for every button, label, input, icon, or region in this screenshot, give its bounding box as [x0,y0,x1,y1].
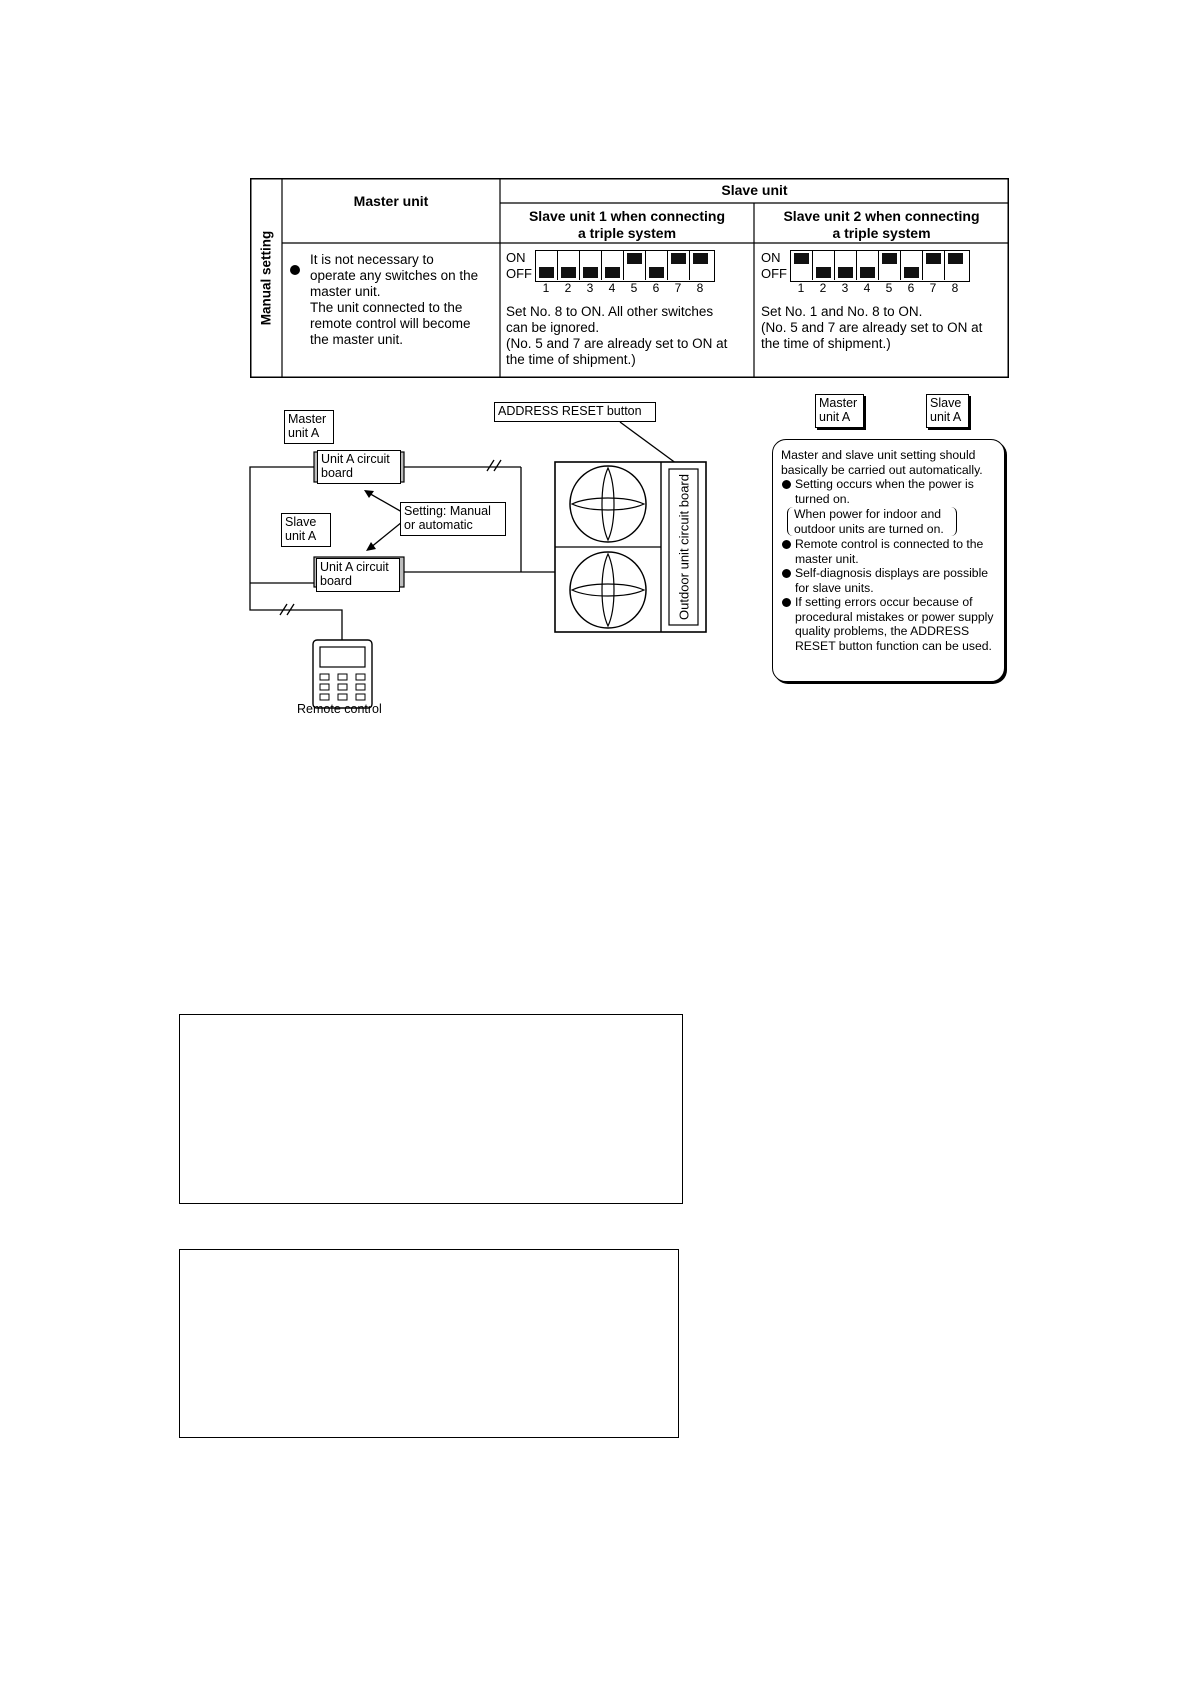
callout-note: When power for indoor and outdoor units are turned on. [787,507,957,536]
dip-number: 2 [564,281,572,295]
slave-unit-header: Slave unit [721,182,788,198]
remote-control-label: Remote control [297,702,382,716]
dip-number: 1 [542,281,550,295]
dip-number: 8 [696,281,704,295]
wiring-diagram [0,0,1190,760]
master-unit-header: Master unit [353,193,429,209]
dip-number: 7 [929,281,937,295]
empty-frame-2 [179,1249,679,1438]
dip-number: 4 [608,281,616,295]
dip-on-label: ON [761,250,781,265]
dip-off-label: OFF [761,266,787,281]
dip-number: 3 [841,281,849,295]
dip-number: 5 [885,281,893,295]
dip-off-label: OFF [506,266,532,281]
callout-bullet-2: Remote control is connected to the master unit. [781,537,996,566]
callout-bullet-1: Setting occurs when the power is turned on. [781,477,996,506]
master-unit-text: It is not necessary to operate any switches on the master unit. The unit connected to the remote control will become the master unit. [282,252,500,348]
master-circuit-board-label: Unit A circuit board [317,450,401,484]
master-unit-a-label: Master unit A [284,410,334,444]
empty-frame-1 [179,1014,683,1204]
callout-bullet-3: Self-diagnosis displays are possible for slave units. [781,566,996,595]
callout-bullet-4: If setting errors occur because of procedural mistakes or power supply quality problems, the ADDRESS RESET button function can be used. [781,595,996,653]
remote-control-icon [313,640,372,708]
slave2-text: Set No. 1 and No. 8 to ON. (No. 5 and 7 are already set to ON at the time of shipment.) [761,304,983,351]
dip-number: 5 [630,281,638,295]
side-label: Manual setting [258,230,274,326]
legend-master-unit-a: Master unit A [815,394,864,428]
slave-circuit-board-label: Unit A circuit board [316,558,400,592]
dip-number: 6 [652,281,660,295]
setting-label: Setting: Manual or automatic [400,502,506,536]
wire-remote [250,467,342,640]
slave1-header: Slave unit 1 when connecting a triple system [528,208,726,241]
legend-slave-unit-a: Slave unit A [926,394,969,428]
dip-number: 7 [674,281,682,295]
address-reset-label: ADDRESS RESET button [494,402,656,422]
slave1-text: Set No. 8 to ON. All other switches can be ignored. (No. 5 and 7 are already set to ON at the time of shipment.) [506,304,728,367]
dip-on-label: ON [506,250,526,265]
automatic-setting-callout [772,439,1005,682]
dip-number: 2 [819,281,827,295]
dip-number: 8 [951,281,959,295]
callout-intro: Master and slave unit setting should basically be carried out automatically. [781,448,983,477]
dip-number: 4 [863,281,871,295]
slave2-header: Slave unit 2 when connecting a triple system [783,208,980,241]
outdoor-board-label: Outdoor unit circuit board [676,474,692,620]
slave-unit-a-label: Slave unit A [281,513,331,547]
dip-number: 1 [797,281,805,295]
dip-number: 6 [907,281,915,295]
dip-number: 3 [586,281,594,295]
